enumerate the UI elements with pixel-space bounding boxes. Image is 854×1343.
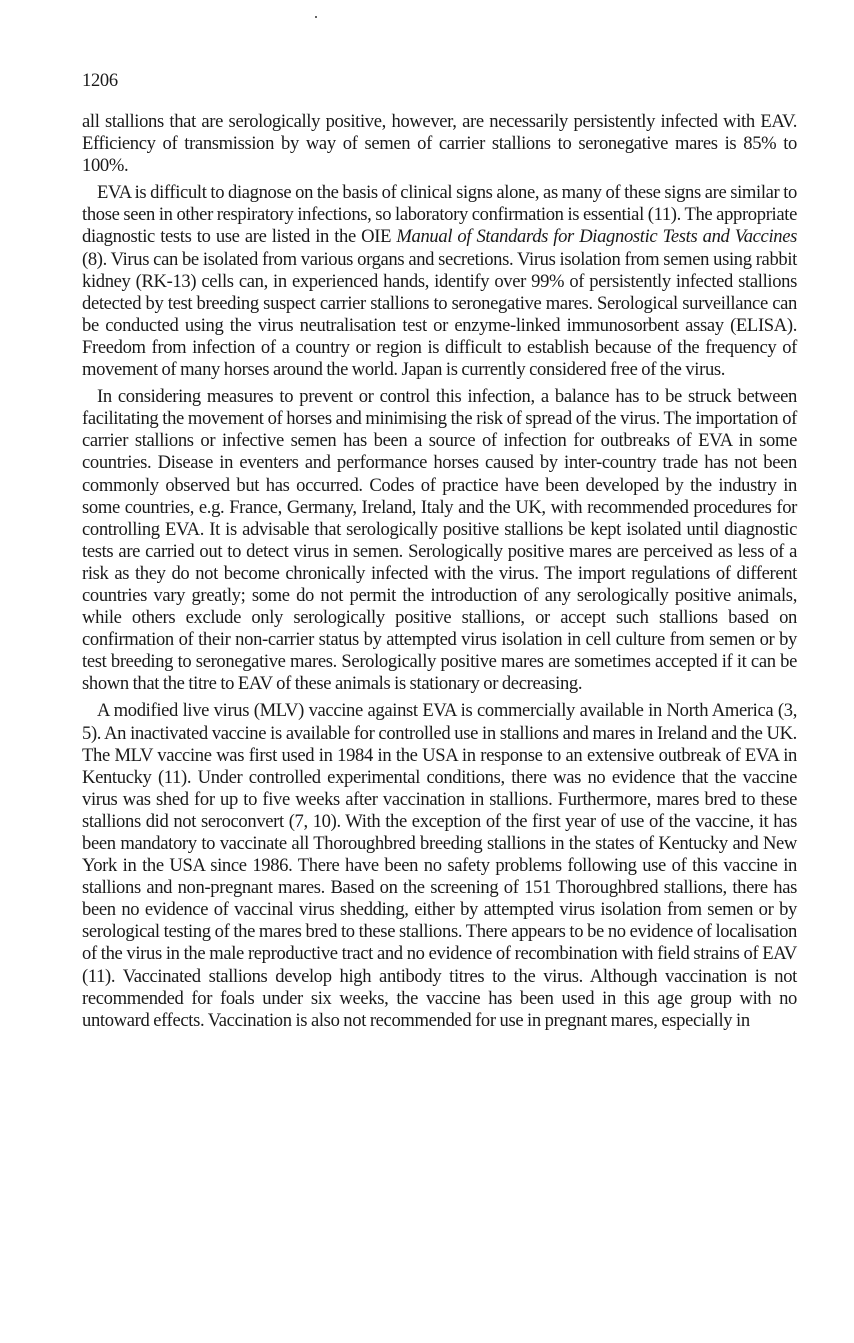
manual-title-italic: Manual of Standards for Diagnostic Tests and Vaccines (396, 226, 798, 248)
paragraph-control-measures: In considering measures to prevent or control this infection, a balance has to be struck between facilitating the movement of horses and minimising the risk of spread of the virus. The importation of carrier stallions or infective semen has been a source of infection for outbreaks of EVA in some countries. Disease in eventers and performance horses caused by inter-country trade has not been commonly observed but has occurred. Codes of practice have been developed by the industry in some countries, e.g. France, Germany, Ireland, Italy and the UK, with recommended procedures for controlling EVA. It is advisable that serologically positive stallions be kept isolated until diagnostic tests are carried out to detect virus in semen. Serologically positive mares are perceived as less of a risk as they do not become chronically infected with the virus. The import regulations of different countries vary greatly; some do not permit the introduction of any serologically positive animals, while others exclude only serologically positive stallions, or accept such stallions based on confirmation of their non-carrier status by attempted virus isolation in cell culture from semen or by test breeding to seronegative mares. Serologically positive mares are sometimes accepted if it can be shown that the titre to EAV of these animals is stationary or decreasing. (82, 386, 797, 695)
paragraph-diagnosis-after: (8). Virus can be isolated from various organs and secretions. Virus isolation from semen using rabbit kidney (RK-13) cells can, in experienced hands, identify over 99% of persistently infected stallions detected by test breeding suspect carrier stallions to seronegative mares. Serological surveillance can be conducted using the virus neutralisation test or enzyme-linked immunosorbent assay (ELISA). Freedom from infection of a country or region is difficult to establish because of the frequency of movement of many horses around the world. Japan is currently considered free of the virus. (82, 248, 797, 381)
paragraph-diagnosis (82, 182, 797, 381)
page-number: 1206 (82, 71, 118, 91)
paragraph-vaccine: A modified live virus (MLV) vaccine against EVA is commercially available in North America (3, 5). An inactivated vaccine is available for controlled use in stallions and mares in Ireland and the UK. The MLV vaccine was first used in 1984 in the USA in response to an extensive outbreak of EVA in Kentucky (11). Under controlled experimental conditions, there was no evidence that the vaccine virus was shed for up to five weeks after vaccination in stallions. Furthermore, mares bred to these stallions did not seroconvert (7, 10). With the exception of the first year of use of the vaccine, it has been mandatory to vaccinate all Thoroughbred breeding stallions in the states of Kentucky and New York in the USA since 1986. There have been no safety problems following use of this vaccine in stallions and non-pregnant mares. Based on the screening of 151 Thoroughbred stallions, there has been no evidence of vaccinal virus shedding, either by attempted virus isolation from semen or by serological testing of the mares bred to these stallions. There appears to be no evidence of localisation of the virus in the male reproductive tract and no evidence of recombination with field strains of EAV (11). Vaccinated stallions develop high antibody titres to the virus. Although vaccination is not recommended for foals under six weeks, the vaccine has been used in this age group with no untoward effects. Vaccination is also not recommended for use in pregnant mares, especially in (82, 700, 797, 1031)
body-text (82, 111, 797, 1032)
scan-speck (315, 16, 317, 18)
paragraph-diagnosis-before: EVA is difficult to diagnose on the basis of clinical signs alone, as many of these signs are similar to those seen in other respiratory infections, so laboratory confirmation is essential (11). The appropriate diagnostic tests to use are listed in the OIE (82, 182, 797, 248)
paragraph-continuation: all stallions that are serologically positive, however, are necessarily persistently infected with EAV. Efficiency of transmission by way of semen of carrier stallions to seronegative mares is 85% to 100%. (82, 111, 797, 177)
